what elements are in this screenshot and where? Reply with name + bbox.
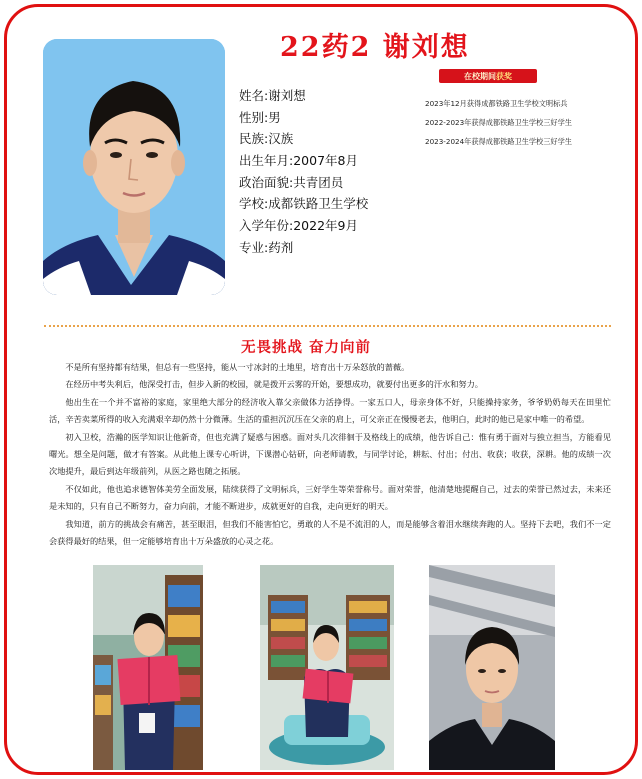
honor-item: 2023年12月获得成都铁路卫生学校文明标兵 [425,99,568,108]
photo-selfie [429,565,555,770]
poster-title: 22药2 谢刘想 [280,32,470,63]
essay-paragraph: 他出生在一个并不富裕的家庭，家里绝大部分的经济收入靠父亲做体力活挣得。一家五口人，母亲身体不好，只能操持家务，爷爷奶奶每天在田里忙活，辛苦卖菜所得的收入充满艰辛却仍然十分微薄。生活的重担沉沉压在父亲的肩上，可父亲正在慢慢老去，他明白，此时的他已是家中唯一的希望。 [49,396,611,425]
awards-badge [439,69,537,83]
essay-paragraph: 在经历中考失利后，他深受打击，但步入新的校园，就是拨开云雾的开始，要想成功，就要付出更多的汗水和努力。 [65,379,483,390]
profile-info [239,85,368,259]
poster-frame [4,4,638,775]
profile-school: 学校:成都铁路卫生学校 [239,196,369,212]
essay-paragraph: 不仅如此，他也追求德智体美劳全面发展，陆续获得了文明标兵，三好学生等荣誉称号。面对荣誉，他清楚地提醒自己，过去的荣誉已然过去，未来还是未知的，只有自己不断努力，奋力向前，才能不断进步，成就更好的自我，走向更好的明天。 [49,483,611,512]
awards-badge-prefix: 在校期间 [464,71,496,81]
profile-political-status: 政治面貌:共青团员 [239,174,344,190]
photo-sitting-reading [260,565,394,770]
awards-badge-strong: 获奖 [496,71,512,81]
portrait-illustration [43,39,225,295]
profile-ethnicity: 民族:汉族 [239,131,294,147]
essay-heading: 无畏挑战 奋力向前 [241,339,372,356]
essay-paragraph: 我知道，前方的挑战会有痛苦，甚至眼泪，但我们不能害怕它，勇敢的人不是不流泪的人，而是能够含着泪水继续奔跑的人。坚持下去吧，我们不一定会获得最好的结果，但一定能够培育出十万朵盛放的心灵之花。 [49,518,611,547]
profile-major: 专业:药剂 [239,239,294,255]
profile-birth: 出生年月:2007年8月 [239,153,358,169]
profile-gender: 性别:男 [239,109,281,125]
profile-enrollment: 入学年份:2022年9月 [239,218,358,234]
essay-paragraph: 初入卫校，浩瀚的医学知识让他新奇，但也充满了疑惑与困惑。面对头几次徘徊于及格线上的成绩，他告诉自己：惟有勇于面对与独立担当，方能看见曙光。想全是问题，做才有答案。从此他上课专心听讲，下课潜心钻研，向老师请教，与同学讨论，耕耘、付出；付出、收获；收获，深耕。他的成绩一次次地提升，最后到达年级前列，从医之路也随之拓展。 [49,431,611,477]
honor-item: 2022-2023年获得成都铁路卫生学校三好学生 [425,118,572,127]
section-divider [44,325,611,327]
portrait-photo [43,39,225,295]
honor-item: 2023-2024年获得成都铁路卫生学校三好学生 [425,137,572,146]
photo-library-reading [93,565,203,770]
essay-body [49,359,611,550]
honors-list [425,98,572,155]
essay-paragraph: 不是所有坚持都有结果，但总有一些坚持，能从一寸冰封的土地里，培育出十万朵怒放的蔷薇。 [65,362,410,372]
profile-name: 姓名:谢刘想 [239,88,306,103]
